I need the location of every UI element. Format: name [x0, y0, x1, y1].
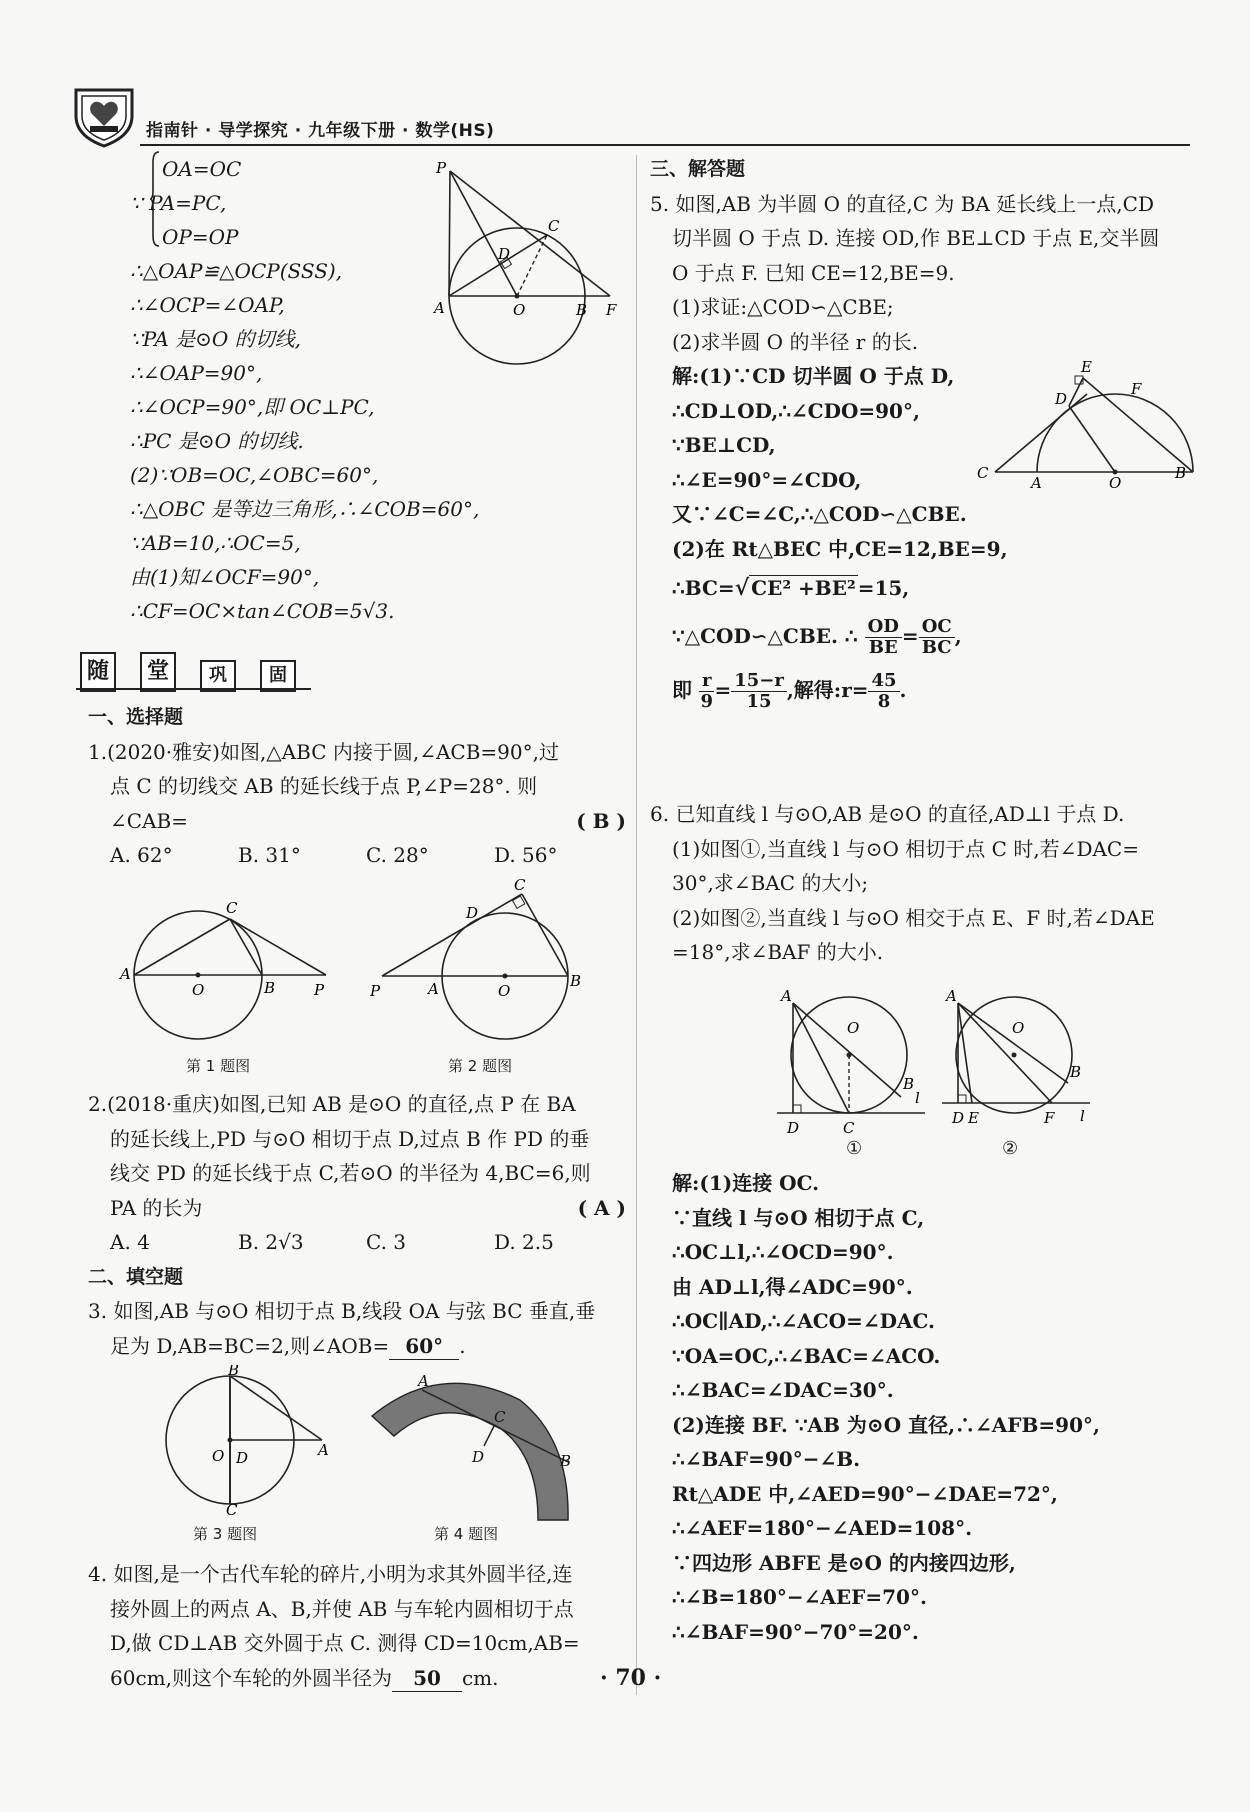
numerator: OD	[865, 617, 902, 638]
svg-text:A: A	[781, 987, 792, 1005]
svg-text:D: D	[1055, 390, 1068, 408]
svg-text:E: E	[968, 1109, 979, 1127]
q6-solution-line: ∵直线 l 与⊙O 相切于点 C,	[672, 1205, 925, 1230]
svg-text:C: C	[977, 464, 989, 482]
svg-text:D: D	[787, 1119, 800, 1135]
svg-text:C: C	[548, 217, 560, 235]
solution-line: ∵PA 是⊙O 的切线,	[130, 327, 302, 351]
svg-text:D: D	[236, 1449, 249, 1467]
svg-text:F: F	[606, 301, 617, 319]
figure-q1	[118, 895, 338, 1045]
banner-rule	[76, 688, 311, 690]
caption-q3: 第 3 题图	[193, 1525, 258, 1543]
figure-q6-1	[775, 985, 935, 1135]
svg-text:O: O	[847, 1019, 860, 1037]
page-number: · 70 ·	[600, 1665, 662, 1691]
svg-text:B: B	[576, 301, 588, 319]
q5-line: (1)求证:△COD∽△CBE;	[672, 295, 894, 319]
svg-text:A: A	[946, 987, 957, 1005]
q2-stem-end: PA 的长为	[110, 1195, 203, 1220]
svg-text:C: C	[226, 1501, 238, 1515]
denominator: 8	[877, 691, 891, 712]
q1-stem-end: ∠CAB=	[110, 808, 188, 833]
header-title: 指南针 · 导学探究 · 九年级下册 · 数学(HS)	[146, 121, 495, 141]
q5-solution: (2)在 Rt△BEC 中,CE=12,BE=9,	[672, 536, 1008, 561]
fraction-45-8	[868, 671, 899, 712]
q4-line: 接外圆上的两点 A、B,并使 AB 与车轮内圆相切于点	[110, 1596, 574, 1621]
caption-q1: 第 1 题图	[186, 1057, 251, 1075]
q5-solution: ∵BE⊥CD,	[672, 433, 776, 457]
q3-answer-blank: 60°	[389, 1333, 459, 1360]
q6-solution-line: Rt△ADE 中,∠AED=90°−∠DAE=72°,	[672, 1481, 1058, 1506]
left-questions-2	[88, 1087, 626, 1363]
solution-line: ∴∠OCP=90°,即 OC⊥PC,	[130, 395, 375, 419]
q1-answer: ( B )	[576, 808, 626, 833]
q4-line: D,做 CD⊥AB 交外圆于点 C. 测得 CD=10cm,AB=	[110, 1631, 580, 1655]
q6-solution	[672, 1166, 1192, 1649]
svg-text:B: B	[570, 972, 582, 990]
shield-logo-icon	[70, 82, 138, 148]
q4-stem-end: cm.	[461, 1665, 499, 1690]
q6-solution-line: 解:(1)连接 OC.	[672, 1171, 820, 1195]
svg-text:D: D	[466, 904, 479, 922]
svg-text:A: A	[418, 1372, 429, 1390]
section-answer: 三、解答题	[650, 158, 746, 180]
practice-banner	[76, 652, 311, 692]
banner-char: 堂	[140, 652, 176, 692]
banner-char: 随	[80, 652, 116, 692]
denominator: BE	[868, 637, 898, 658]
svg-text:A: A	[120, 965, 131, 983]
q5-line: (2)求半圆 O 的半径 r 的长.	[672, 329, 919, 354]
tangent-figure	[430, 155, 630, 395]
q2-line: 2.(2018·重庆)如图,已知 AB 是⊙O 的直径,点 P 在 BA	[88, 1092, 576, 1116]
svg-text:D: D	[952, 1109, 965, 1127]
page-header	[70, 82, 1190, 142]
q2-choices	[88, 1225, 626, 1260]
svg-text:A: A	[434, 299, 445, 317]
q2-answer: ( A )	[577, 1195, 626, 1220]
equals: =	[714, 678, 732, 702]
svg-text:D: D	[498, 245, 511, 263]
q6-solution-line: ∴∠BAF=90°−70°=20°.	[672, 1619, 919, 1644]
denominator: BC	[921, 637, 952, 658]
svg-text:P: P	[436, 159, 447, 177]
section-choice: 一、选择题	[88, 706, 184, 728]
left-questions	[88, 700, 626, 873]
svg-text:O: O	[212, 1447, 225, 1465]
svg-text:B: B	[560, 1452, 572, 1470]
q5-res-mid: ,解得:r=	[786, 678, 869, 702]
solution-line: ∵AB=10,∴OC=5,	[130, 531, 301, 555]
svg-text:C: C	[226, 899, 238, 917]
q6-line: 6. 已知直线 l 与⊙O,AB 是⊙O 的直径,AD⊥l 于点 D.	[650, 802, 1125, 826]
left-questions-3	[88, 1557, 626, 1695]
q6-solution-line: ∴OC∥AD,∴∠ACO=∠DAC.	[672, 1309, 936, 1333]
figure-q6-2	[940, 985, 1100, 1135]
q1-choices	[88, 838, 626, 873]
solution-line: ∴∠OCP=∠OAP,	[130, 293, 285, 317]
section-fill: 二、填空题	[88, 1265, 184, 1288]
q6-line: 30°,求∠BAC 的大小;	[672, 871, 869, 895]
svg-text:D: D	[472, 1448, 485, 1466]
choice-b: B. 2√3	[238, 1230, 304, 1254]
q3-line-blank	[88, 1329, 626, 1364]
svg-text:C: C	[514, 878, 526, 894]
choice-c: C. 3	[366, 1230, 407, 1254]
choice-b: B. 31°	[238, 843, 301, 867]
banner-char: 固	[260, 660, 296, 692]
solution-line: ∴CF=OC×tan∠COB=5√3.	[130, 599, 395, 623]
q5-result-line	[650, 662, 1190, 718]
fraction-oc-bc	[919, 617, 955, 658]
svg-text:O: O	[192, 981, 205, 999]
q3-stem-end: .	[459, 1333, 466, 1358]
period: .	[899, 678, 907, 702]
q6-solution-line: ∵四边形 ABFE 是⊙O 的内接四边形,	[672, 1550, 1016, 1575]
svg-text:B: B	[228, 1365, 240, 1379]
denominator: 9	[700, 691, 713, 712]
svg-text:O: O	[498, 982, 511, 1000]
caption-q2: 第 2 题图	[448, 1057, 513, 1075]
q5-bc-sqrt: CE² +BE²	[751, 576, 856, 600]
q5-line: O 于点 F. 已知 CE=12,BE=9.	[672, 260, 955, 285]
solution-line: ∴PC 是⊙O 的切线.	[130, 429, 304, 453]
choice-d: D. 56°	[494, 843, 558, 867]
svg-text:B: B	[264, 979, 276, 997]
q6-solution-line: ∴OC⊥l,∴∠OCD=90°.	[672, 1240, 894, 1264]
right-column-q6	[650, 797, 1190, 970]
column-divider	[636, 155, 637, 1695]
q5-sim-pre: ∵△COD∽△CBE. ∴	[672, 624, 858, 648]
comma: ,	[954, 624, 962, 648]
q6-line: =18°,求∠BAF 的大小.	[672, 940, 884, 964]
q4-answer-blank: 50	[392, 1665, 462, 1692]
caption-q4: 第 4 题图	[434, 1525, 499, 1543]
q4-stem: 60cm,则这个车轮的外圆半径为	[110, 1665, 392, 1690]
q6-solution-line: ∴∠B=180°−∠AEF=70°.	[672, 1585, 927, 1609]
q2-line: 的延长线上,PD 与⊙O 相切于点 D,过点 B 作 PD 的垂	[110, 1126, 590, 1151]
q3-line: 3. 如图,AB 与⊙O 相切于点 B,线段 OA 与弦 BC 垂直,垂	[88, 1299, 596, 1323]
q5-solution: 又∵∠C=∠C,∴△COD∽△CBE.	[672, 502, 967, 526]
svg-text:B: B	[1070, 1063, 1082, 1081]
q6-line: (1)如图①,当直线 l 与⊙O 相切于点 C 时,若∠DAC=	[672, 836, 1139, 861]
q6-solution-line: (2)连接 BF. ∵AB 为⊙O 直径,∴∠AFB=90°,	[672, 1412, 1100, 1437]
q4-line-blank	[88, 1661, 626, 1696]
svg-text:C: C	[494, 1408, 506, 1426]
figure-q3	[160, 1365, 340, 1515]
solution-line: 由(1)知∠OCF=90°,	[130, 565, 320, 589]
svg-text:O: O	[1109, 474, 1122, 490]
solution-line: OA=OC	[162, 157, 242, 181]
fraction-r-9	[699, 671, 714, 712]
numerator: 15−r	[731, 671, 787, 692]
svg-text:A: A	[1031, 474, 1042, 490]
svg-text:A: A	[428, 980, 439, 998]
q5-bc-pre: ∴BC=	[672, 576, 735, 600]
choice-a: A. 62°	[110, 843, 173, 867]
solution-line: ∴△OBC 是等边三角形,∴∠COB=60°,	[130, 497, 480, 521]
q2-line: 线交 PD 的延长线于点 C,若⊙O 的半径为 4,BC=6,则	[110, 1161, 591, 1185]
q6-solution-line: 由 AD⊥l,得∠ADC=90°.	[672, 1274, 913, 1299]
q5-similar-line	[650, 610, 1190, 662]
solution-line: ∵ PA=PC,	[130, 191, 227, 215]
fraction-od-be	[865, 617, 902, 658]
q2-line-answer	[88, 1191, 626, 1226]
svg-text:E: E	[1081, 360, 1092, 376]
q5-solution: 解:(1)∵CD 切半圆 O 于点 D,	[672, 364, 955, 388]
q1-line: 1.(2020·雅安)如图,△ABC 内接于圆,∠ACB=90°,过	[88, 739, 559, 764]
svg-text:O: O	[513, 301, 526, 319]
q6-solution-line: ∴∠BAF=90°−∠B.	[672, 1447, 861, 1471]
q3-stem: 足为 D,AB=BC=2,则∠AOB=	[110, 1333, 390, 1358]
solution-line: OP=OP	[162, 225, 239, 249]
q5-solution: ∴∠E=90°=∠CDO,	[672, 467, 862, 492]
header-rule	[140, 144, 1190, 146]
fraction-15-r	[731, 671, 787, 712]
svg-text:A: A	[318, 1441, 329, 1459]
choice-c: C. 28°	[366, 843, 429, 867]
q6-solution-line: ∵OA=OC,∴∠BAC=∠ACO.	[672, 1343, 941, 1368]
q6-line: (2)如图②,当直线 l 与⊙O 相交于点 E、F 时,若∠DAE	[672, 905, 1155, 930]
figure-q2	[370, 878, 600, 1048]
svg-text:O: O	[1012, 1019, 1025, 1037]
svg-text:P: P	[314, 981, 325, 999]
choice-d: D. 2.5	[494, 1230, 554, 1254]
svg-text:B: B	[903, 1075, 915, 1093]
denominator: 15	[746, 691, 772, 712]
q5-line: 5. 如图,AB 为半圆 O 的直径,C 为 BA 延长线上一点,CD	[650, 191, 1154, 216]
q5-res-pre: 即	[672, 678, 692, 702]
numerator: 45	[868, 671, 899, 692]
svg-text:P: P	[370, 982, 381, 1000]
banner-char: 巩	[200, 660, 236, 692]
solution-line: ∴∠OAP=90°,	[130, 361, 263, 385]
svg-text:l: l	[915, 1089, 920, 1107]
numerator: OC	[919, 617, 955, 638]
svg-text:B: B	[1175, 464, 1187, 482]
q6-solution-line: ∴∠BAC=∠DAC=30°.	[672, 1378, 894, 1402]
svg-text:C: C	[843, 1119, 855, 1135]
svg-text:l: l	[1080, 1107, 1085, 1125]
solution-line: (2)∵OB=OC,∠OBC=60°,	[130, 463, 379, 487]
numerator: r	[699, 671, 714, 692]
q1-line-answer	[88, 804, 626, 839]
q4-line: 4. 如图,是一个古代车轮的碎片,小明为求其外圆半径,连	[88, 1562, 573, 1586]
svg-text:F: F	[1044, 1109, 1055, 1127]
solution-line: ∴△OAP≌△OCP(SSS),	[130, 259, 343, 283]
q1-line: 点 C 的切线交 AB 的延长线于点 P,∠P=28°. 则	[110, 774, 538, 798]
fig-label-1: ①	[846, 1138, 863, 1159]
equals: =	[901, 624, 919, 648]
q6-solution-line: ∴∠AEF=180°−∠AED=108°.	[672, 1516, 973, 1540]
figure-q5	[975, 360, 1195, 490]
fig-label-2: ②	[1002, 1138, 1019, 1159]
choice-a: A. 4	[110, 1230, 150, 1254]
q5-bc-post: =15,	[857, 576, 910, 600]
q5-solution: ∴CD⊥OD,∴∠CDO=90°,	[672, 398, 920, 423]
q5-bc-line: ∴BC=√ CE² +BE² =15,	[672, 575, 910, 601]
svg-text:F: F	[1131, 380, 1142, 398]
figure-q4	[370, 1370, 580, 1530]
q5-line: 切半圆 O 于点 D. 连接 OD,作 BE⊥CD 于点 E,交半圆	[672, 226, 1160, 250]
